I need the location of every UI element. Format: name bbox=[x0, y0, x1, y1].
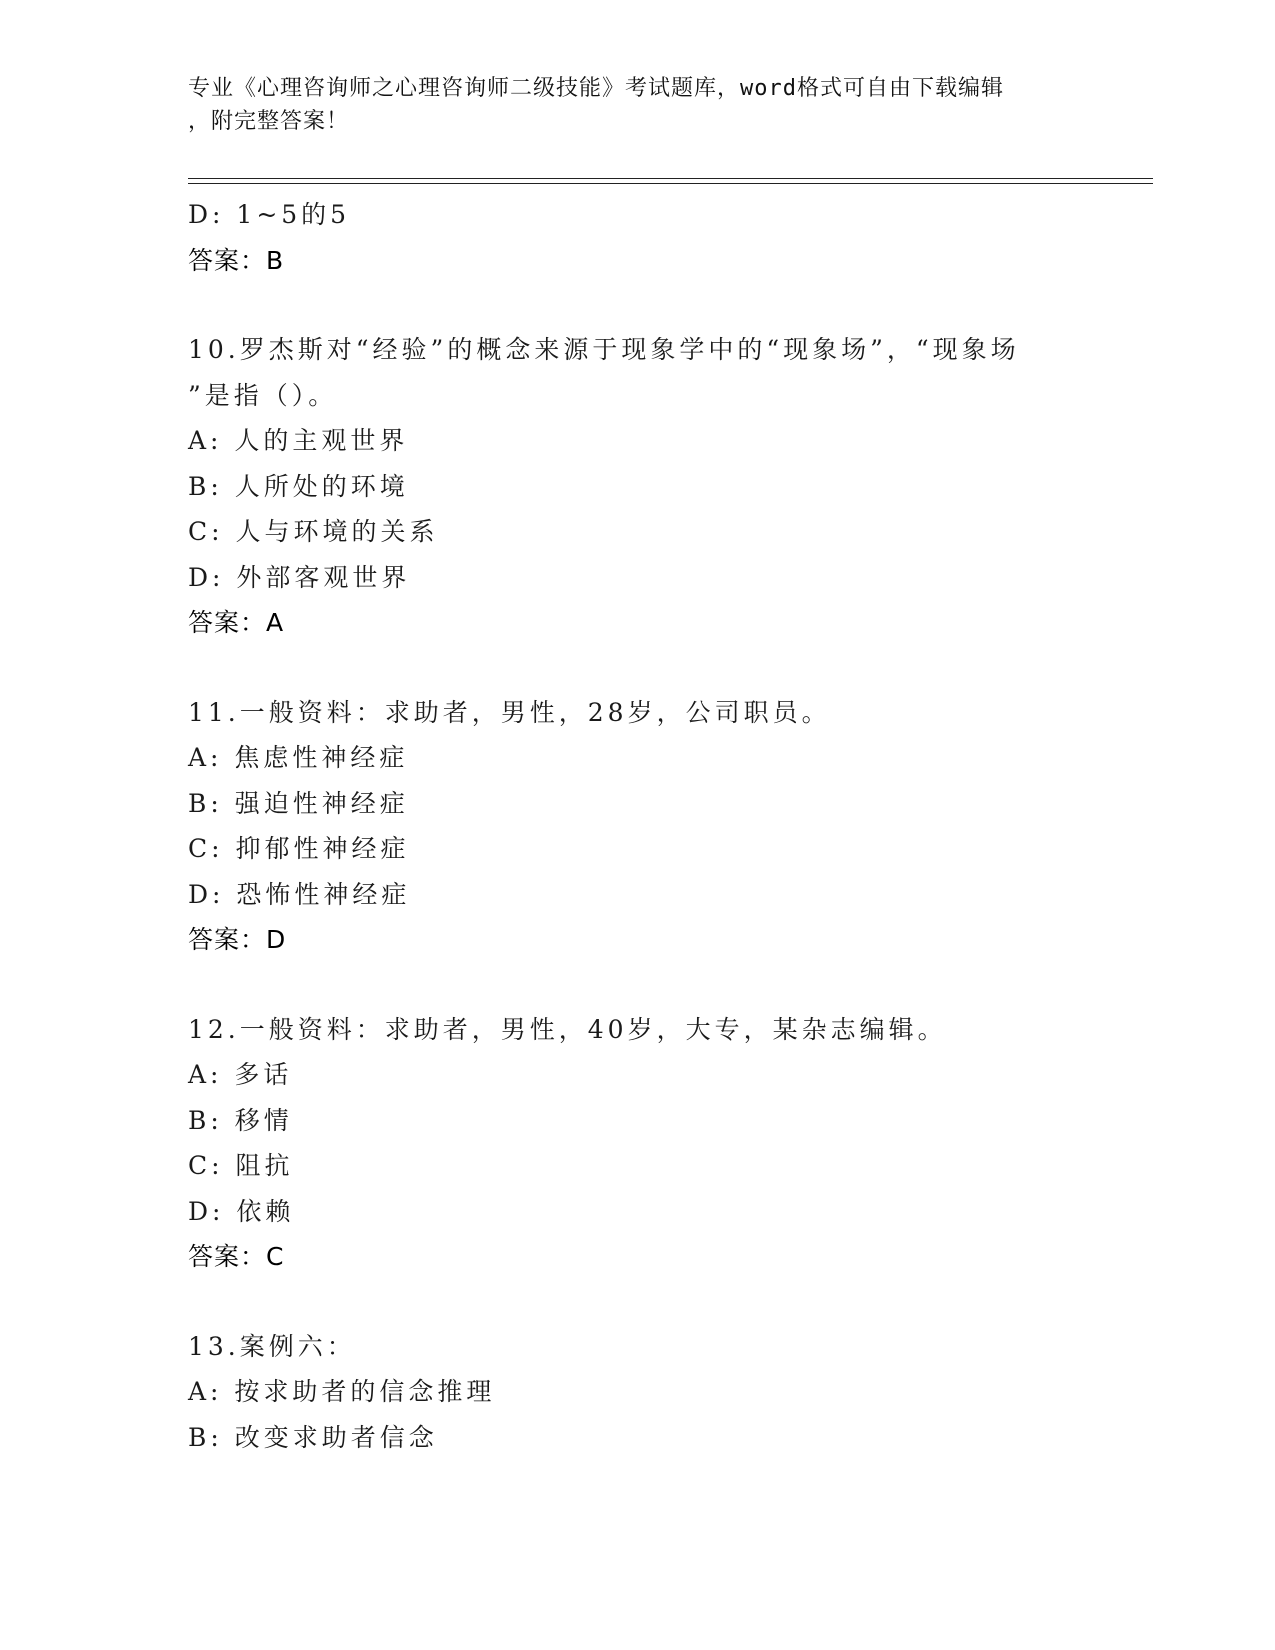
option-d: D: 恐怖性神经症 bbox=[188, 879, 411, 909]
option-a: A: 人的主观世界 bbox=[188, 426, 409, 455]
option-c: C: 人与环境的关系 bbox=[188, 517, 439, 546]
option-d: D: 外部客观世界 bbox=[188, 562, 411, 592]
spacer bbox=[188, 1280, 1148, 1324]
answer-line: 答案：A bbox=[188, 608, 285, 637]
option-b: B: 强迫性神经症 bbox=[188, 788, 409, 818]
header-line-1: 专业《心理咨询师之心理咨询师二级技能》考试题库，word格式可自由下载编辑 bbox=[188, 76, 1004, 101]
question-block-11 bbox=[188, 690, 1148, 963]
document-header bbox=[188, 72, 1088, 138]
option-b: B: 改变求助者信念 bbox=[188, 1422, 438, 1452]
option-b: B: 人所处的环境 bbox=[188, 471, 409, 501]
option-b: B: 移情 bbox=[188, 1105, 293, 1135]
question-block-10 bbox=[188, 327, 1148, 646]
option-d: D: 依赖 bbox=[188, 1196, 295, 1226]
question-stem: 13.案例六： bbox=[188, 1331, 356, 1361]
spacer bbox=[188, 646, 1148, 690]
option-d: D: 1~5的5 bbox=[188, 200, 351, 229]
option-a: A: 焦虑性神经症 bbox=[188, 743, 409, 772]
answer-line: 答案：C bbox=[188, 1242, 285, 1271]
option-c: C: 阻抗 bbox=[188, 1151, 294, 1180]
option-a: A: 多话 bbox=[188, 1060, 293, 1089]
question-stem-continued: ”是指（）。 bbox=[188, 380, 338, 410]
answer-line: 答案：D bbox=[188, 925, 287, 954]
question-stem: 10.罗杰斯对“经验”的概念来源于现象学中的“现象场”，“现象场 bbox=[188, 335, 1020, 364]
question-block-prev bbox=[188, 192, 1148, 283]
answer-line: 答案：B bbox=[188, 245, 285, 275]
spacer bbox=[188, 283, 1148, 327]
header-line-2: ，附完整答案！ bbox=[188, 109, 350, 134]
question-stem: 12.一般资料：求助者，男性，40岁，大专，某杂志编辑。 bbox=[188, 1014, 947, 1044]
question-block-13 bbox=[188, 1324, 1148, 1461]
option-a: A: 按求助者的信念推理 bbox=[188, 1377, 496, 1406]
spacer bbox=[188, 963, 1148, 1007]
question-list bbox=[188, 192, 1148, 1460]
header-rule-top bbox=[188, 178, 1153, 179]
option-c: C: 抑郁性神经症 bbox=[188, 834, 410, 863]
question-block-12 bbox=[188, 1007, 1148, 1280]
header-rule-bottom bbox=[188, 183, 1153, 184]
question-stem: 11.一般资料：求助者，男性，28岁，公司职员。 bbox=[188, 697, 831, 727]
